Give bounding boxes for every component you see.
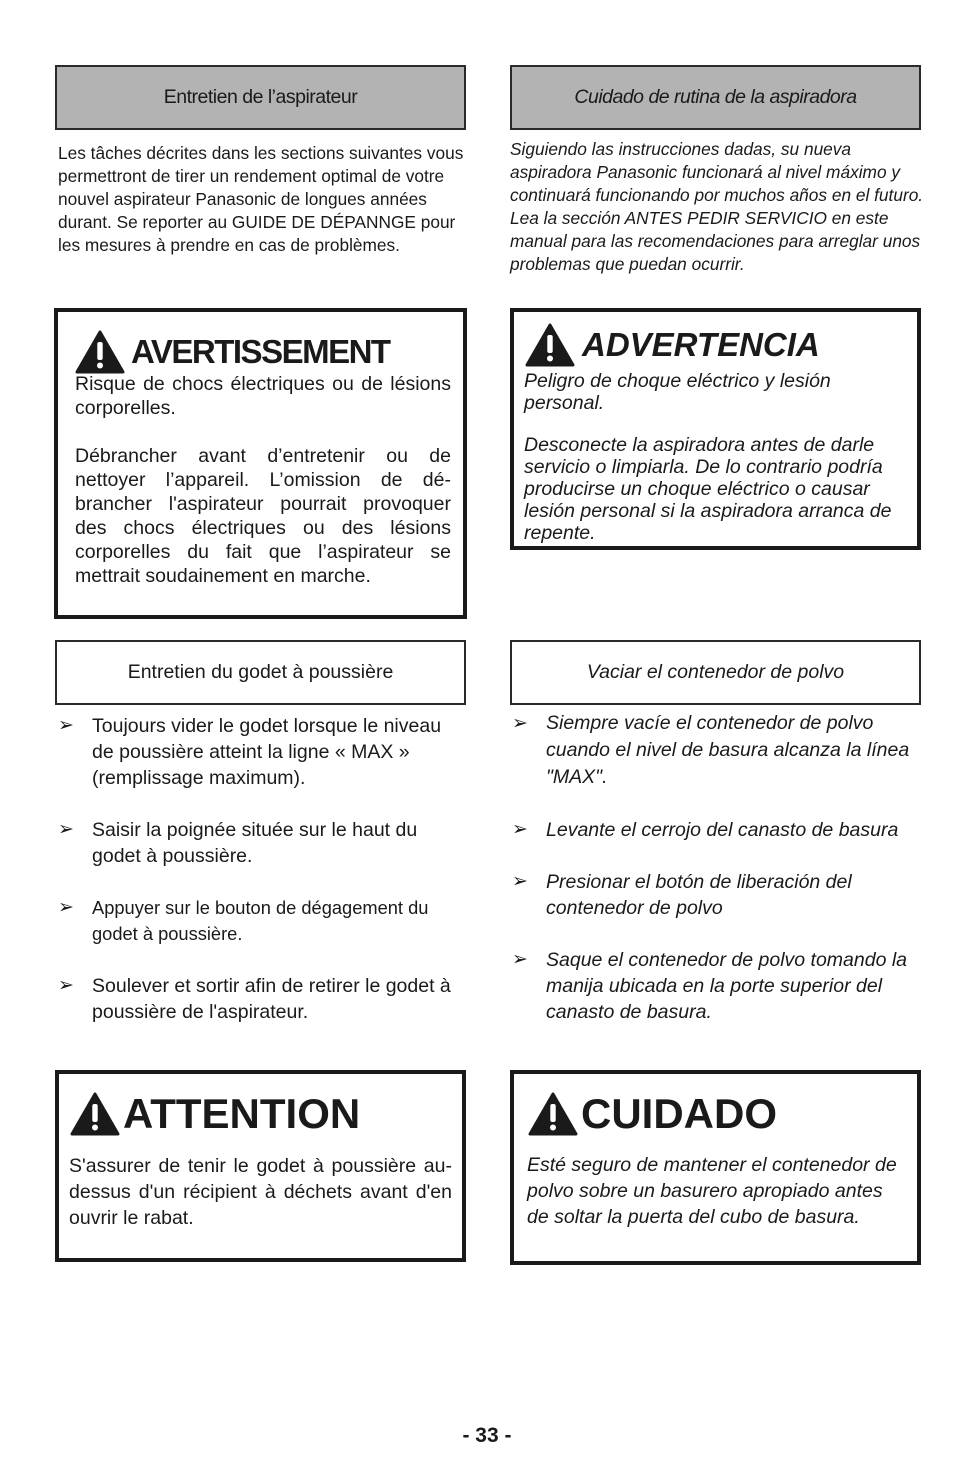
caution-text-es: Esté seguro de mantener el contenedor de polvo sobre un basurero apropiado antes de soltar la puerta del cubo de basura. — [527, 1154, 897, 1228]
bullet-arrow-icon: ➢ — [58, 715, 74, 736]
section-header-dust-cup-fr — [55, 640, 466, 705]
warning-triangle-icon — [69, 1092, 121, 1136]
intro-paragraph-fr: Les tâches décrites dans les sections suivantes vous permettront de tirer un rendement optimal de votre nouvel aspirateur Panasonic de longues années durant. Se reporter au GUIDE DE DÉPANNGE pour les mesures à prendre en cas de problèmes. — [58, 143, 464, 255]
warning-title-es: ADVERTENCIA — [524, 322, 911, 368]
warning-text-1-es: Peligro de choque eléctrico y lesión personal. — [524, 370, 831, 414]
bullet-arrow-icon: ➢ — [512, 819, 528, 840]
bullet-arrow-icon: ➢ — [58, 975, 74, 996]
warning-text-1-fr: Risque de chocs électriques ou de lésions corporelles. — [75, 373, 451, 419]
section-header-dust-bin-es — [510, 640, 921, 705]
warning-box-fr — [54, 308, 467, 619]
caution-text-fr: S'assurer de tenir le godet à poussière au-dessus d'un récipient à déchets avant d'en ouvrir le rabat. — [69, 1155, 452, 1229]
warning-text-2-es: Desconecte la aspiradora antes de darle servicio o limpiarla. De lo contrario podría producirse un choque eléctrico o causar lesión personal si la aspiradora arranca de repente. — [524, 434, 892, 544]
bullet-arrow-icon: ➢ — [58, 897, 74, 918]
bullet-arrow-icon: ➢ — [512, 949, 528, 970]
steps-list-fr — [58, 713, 463, 1025]
list-item: ➢ Presionar el botón de liberación del contenedor de polvo — [512, 871, 852, 919]
warning-triangle-icon — [75, 330, 125, 374]
list-item: ➢ Siempre vacíe el contenedor de polvo cuando el nivel de basura alcanza la línea "MAX". — [512, 712, 910, 788]
caution-box-fr — [55, 1070, 466, 1262]
list-item: ➢ Saisir la poignée située sur le haut du godet à poussière. — [58, 819, 418, 867]
section-header-text: Entretien du godet à poussière — [127, 661, 394, 683]
section-header-text: Vaciar el contenedor de polvo — [586, 661, 845, 683]
section-header-maintenance-fr — [55, 65, 466, 130]
page-number: - 33 - — [462, 1424, 512, 1447]
section-header-text: Cuidado de rutina de la aspiradora — [574, 86, 857, 108]
warning-triangle-icon — [527, 1092, 579, 1136]
warning-box-es — [510, 308, 921, 550]
bullet-arrow-icon: ➢ — [512, 871, 528, 892]
list-item: ➢ Saque el contenedor de polvo tomando la manija ubicada en la porte superior del canasto de basura. — [512, 949, 908, 1023]
warning-triangle-icon — [524, 323, 576, 367]
section-header-text: Entretien de l’aspirateur — [163, 86, 358, 108]
list-item: ➢ Soulever et sortir afin de retirer le godet à poussière de l'aspirateur. — [58, 975, 451, 1023]
intro-paragraph-es: Siguiendo las instrucciones dadas, su nueva aspiradora Panasonic funcionará al nivel máximo y continuará funcionando por muchos años en el futuro. Lea la sección ANTES PEDIR SERVICIO en este manual para las recomendaciones para arreglar unos problemas que puedan ocurrir. — [510, 139, 924, 274]
bullet-arrow-icon: ➢ — [512, 713, 528, 734]
caution-title-es: CUIDADO — [527, 1088, 907, 1140]
bullet-arrow-icon: ➢ — [58, 819, 74, 840]
caution-box-es — [510, 1070, 921, 1265]
section-header-maintenance-es — [510, 65, 921, 130]
warning-text-2-fr: Débrancher avant d’entretenir ou de nettoyer l’appareil. L’omission de débrancher l'aspirateur pourrait provoquer des chocs électriques ou des lésions corporelles du fait que l’aspirateur se mettrait soudainement en marche. — [75, 445, 451, 587]
list-item: ➢ Appuyer sur le bouton de dégagement du godet à poussière. — [58, 897, 429, 944]
caution-title-fr: ATTENTION — [69, 1088, 452, 1140]
steps-list-es — [512, 710, 922, 1025]
list-item: ➢ Levante el cerrojo del canasto de basura — [512, 819, 899, 841]
warning-title-fr: AVERTISSEMENT — [75, 330, 451, 374]
list-item: ➢ Toujours vider le godet lorsque le niveau de poussière atteint la ligne « MAX » (remplissage maximum). — [58, 715, 442, 789]
